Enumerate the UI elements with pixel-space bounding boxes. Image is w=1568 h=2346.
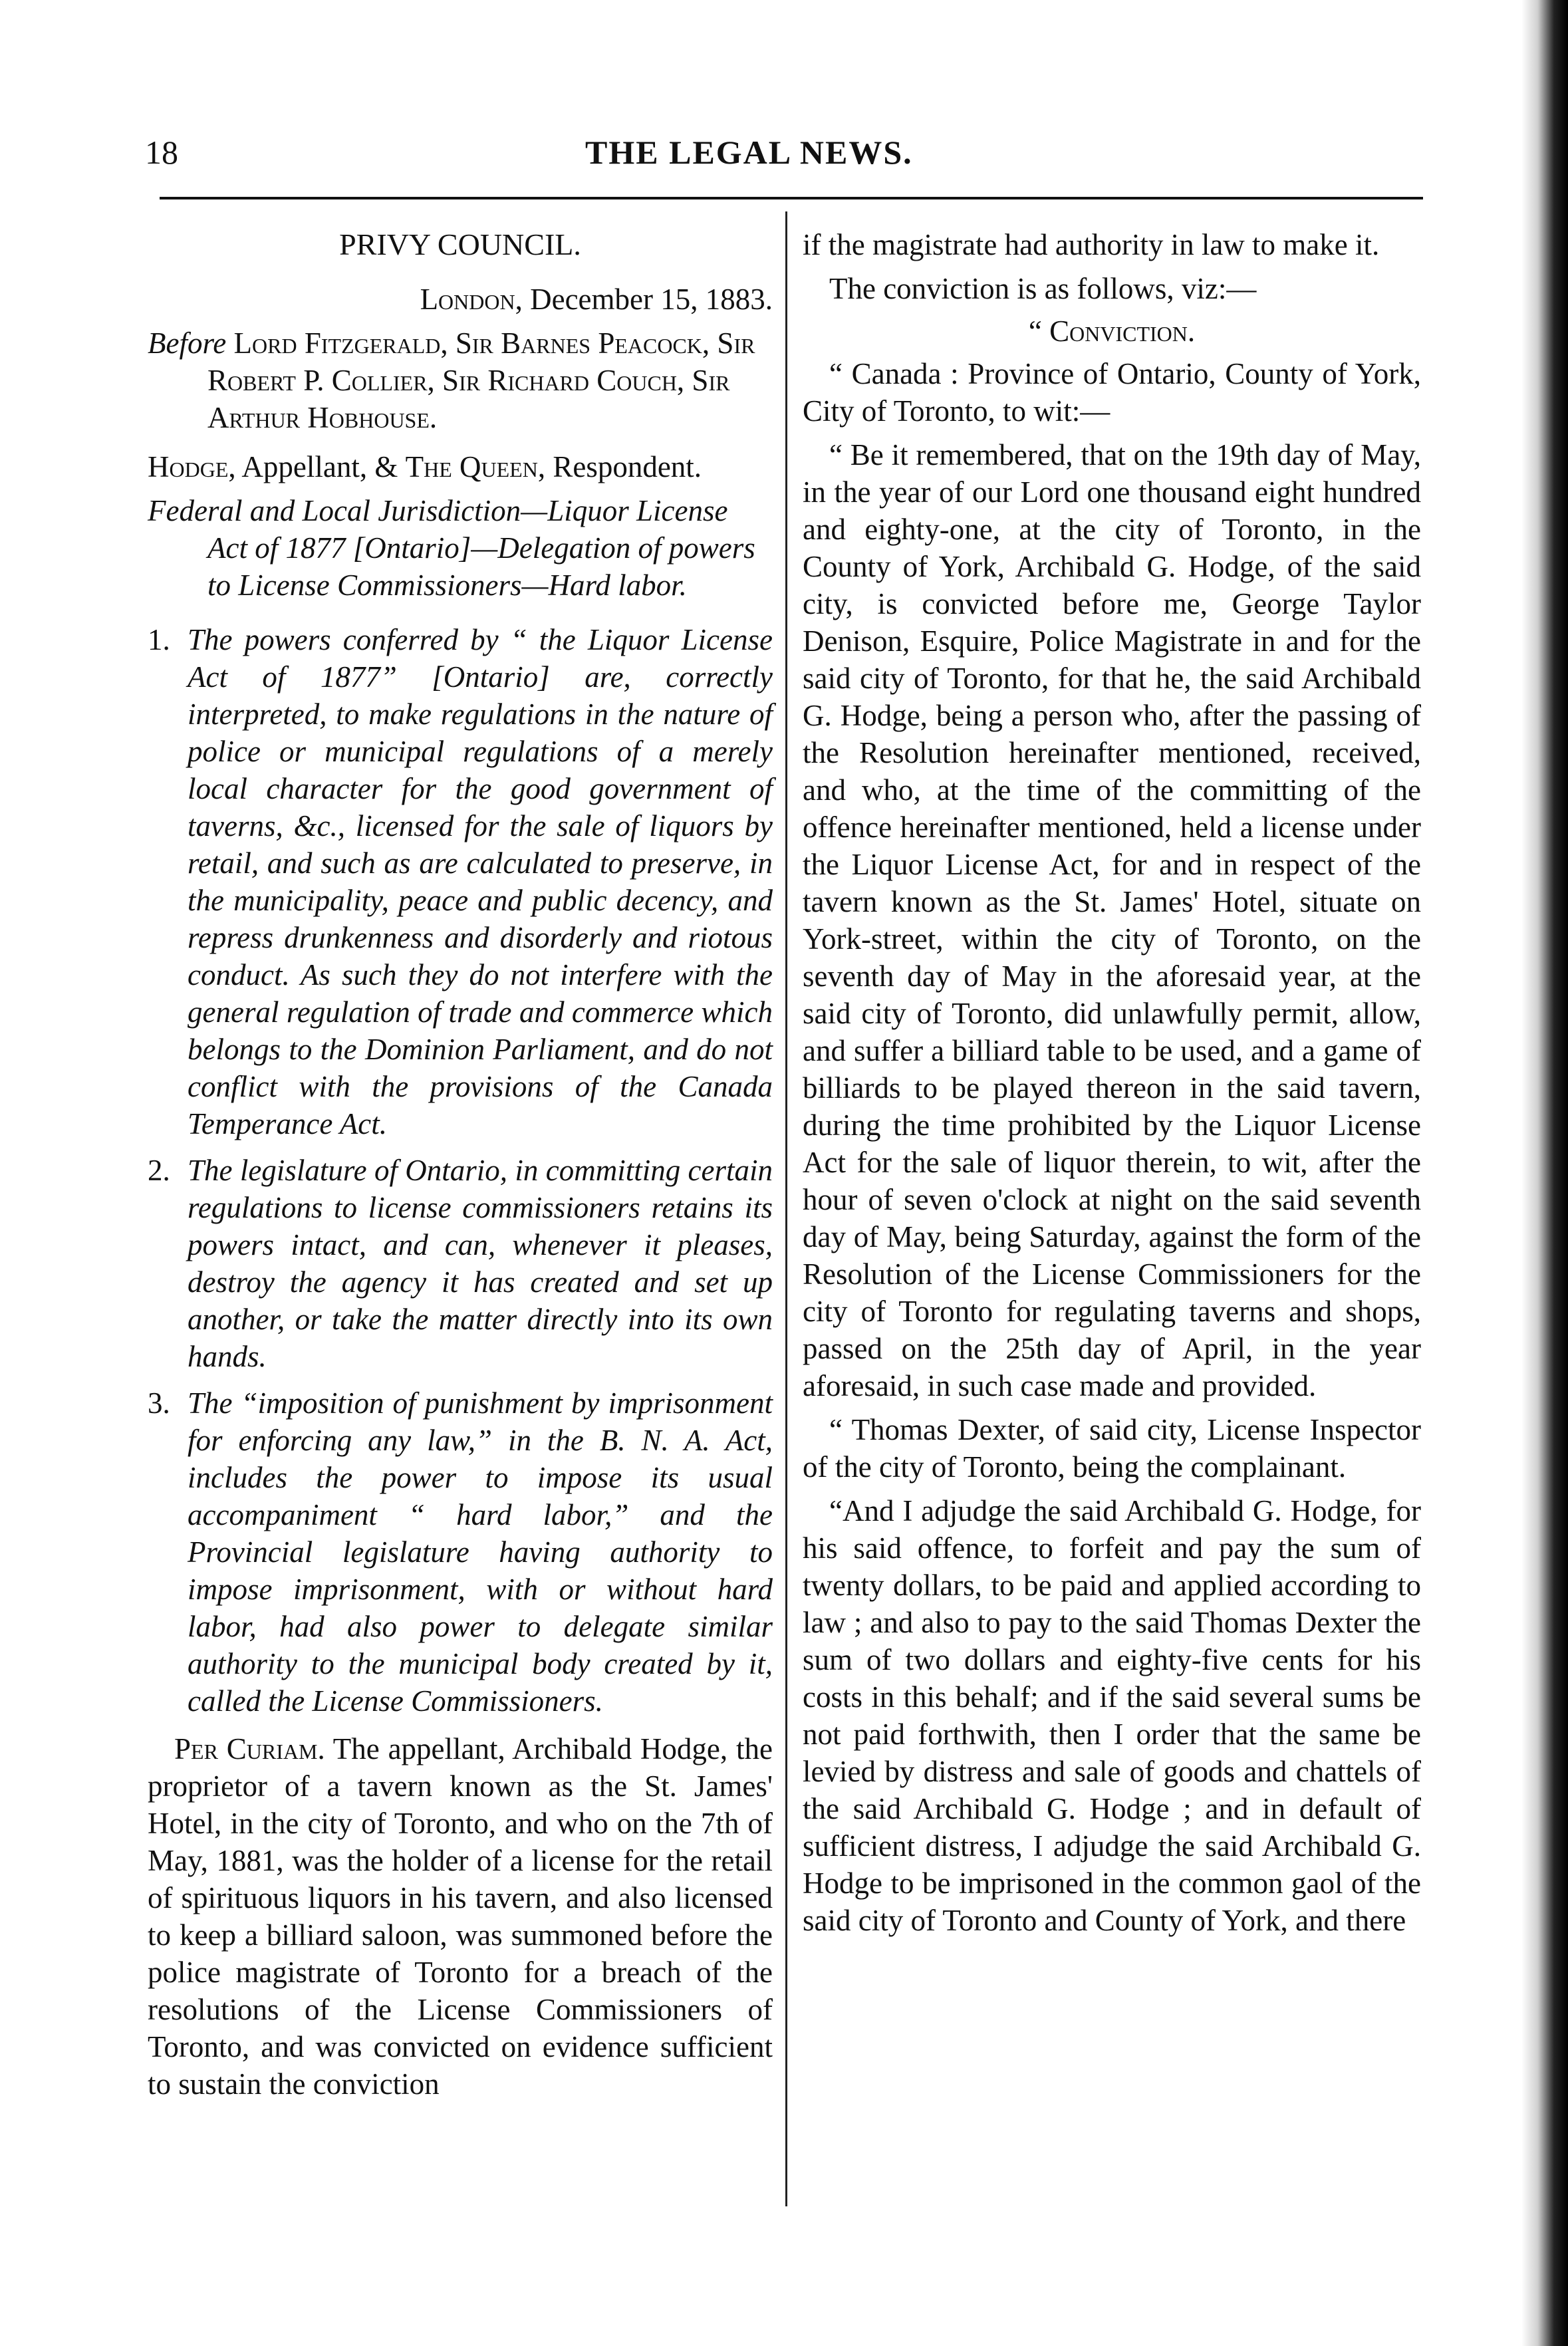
per-curiam-label: Per Curiam. [174,1732,325,1765]
proposition-item [148,621,773,1142]
conviction-intro: The conviction is as follows, viz:— [829,272,1257,305]
respondent-name: The Queen [405,450,538,483]
column-divider [785,211,787,2206]
proposition-text: The legislature of Ontario, in committing certain regulations to license commissioners retains its powers intact, and can, whenever it pleases, destroy the agency it has created and set up another, or take the matter directly into its own hands. [188,1154,773,1373]
page-number: 18 [145,134,178,171]
respondent-role: , Respondent. [537,450,702,483]
body-paragraph: “ Be it remembered, that on the 19th day of May, in the year of our Lord one thousand eight hundred and eighty-one, at the city of Toronto, in the County of York, Archibald G. Hodge, of the said city, is convicted before me, George Taylor Denison, Esquire, Police Magistrate in and for the said city of Toronto, for that he, the said Archibald G. Hodge, being a person who, after the passing of the Resolution hereinafter mentioned, received, and who, at the time of the committing of the offence hereinafter mentioned, held a license under the Liquor License Act, for and in respect of the tavern known as the St. James' Hotel, situate on York-street, within the city of Toronto, on the seventh day of May in the aforesaid year, at the said city of Toronto, did unlawfully permit, allow, and suffer a billiard table to be used, and a game of billiards to be played thereon in the said tavern, during the time prohibited by the Liquor License Act for the sale of liquor therein, to wit, after the hour of seven o'clock at night on the said seventh day of May, being Saturday, against the form of the Resolution of the License Commissioners for the city of Toronto for regulating taverns and shops, passed on the 25th day of April, in the year aforesaid, in such case made and provided. [803,438,1421,1402]
body-paragraph: “ Thomas Dexter, of said city, License Inspector of the city of Toronto, being the complainant. [803,1413,1421,1484]
propositions-list [148,621,773,1720]
parties [148,448,773,485]
appellant-role: , Appellant, & [228,450,406,483]
headnote: Federal and Local Jurisdiction—Liquor License Act of 1877 [Ontario]—Delegation of powers to License Commissioners—Hard labor. [148,494,755,602]
proposition-text: The powers conferred by “ the Liquor License Act of 1877” [Ontario] are, correctly interpreted, to make regulations in the nature of police or municipal regulations of a merely local character for the good government of taverns, &c., licensed for the sale of liquors by retail, and such as are calculated to preserve, in the municipality, peace and public decency, and repress drunkenness and disorderly and riotous conduct. As such they do not interfere with the general regulation of trade and commerce which belongs to the Dominion Parliament, and do not conflict with the provisions of the Canada Temperance Act. [188,623,773,1140]
appellant-name: Hodge [148,450,229,483]
dateline-city: London [420,283,515,316]
section-title: PRIVY COUNCIL. [339,227,581,261]
bench-list [148,325,773,436]
header-rule [160,197,1423,199]
per-curiam-paragraph [148,1730,773,2103]
before-label: Before [148,326,227,360]
body-paragraph: “And I adjudge the said Archibald G. Hodge, for his said offence, to forfeit and pay the sum of twenty dollars, to be paid and applied according to law ; and also to pay to the said Thomas Dexter the sum of two dollars and eighty-five cents for his costs in this behalf; and if the said several sums be not paid forthwith, then I order that the same be levied by distress and sale of goods and chattels of the said Archibald G. Hodge ; and in default of sufficient distress, I adjudge the said Archibald G. Hodge to be imprisoned in the common gaol of the said city of Toronto and County of York, and there [803,1494,1421,1937]
per-curiam-text: The appellant, Archibald Hodge, the proprietor of a tavern known as the St. James' Hotel, in the city of Toronto, and who on the 7th of May, 1881, was the holder of a license for the retail of spirituous liquors in his tavern, and also licensed to keep a billiard saloon, was summoned before the police magistrate of Toronto for a breach of the resolutions of the License Commissioners of Toronto, and was convicted on evidence sufficient to sustain the conviction [148,1732,773,2101]
proposition-text: The “imposition of punishment by imprisonment for enforcing any law,” in the B. N. A. Act, includes the power to impose its usual accompaniment “ hard labor,” and the Provincial legislature having authority to impose imprisonment, with or without hard labor, had also power to delegate similar authority to the municipal body created by it, called the License Commissioners. [188,1386,773,1718]
dateline-date: , December 15, 1883. [515,283,773,316]
binding-edge [1521,0,1568,2346]
conviction-heading: “ Conviction. [1028,315,1196,348]
left-column [148,226,773,2103]
body-paragraph: “ Canada : Province of Ontario, County of York, City of Toronto, to wit:— [803,357,1421,428]
proposition-number: 2. [148,1154,170,1187]
running-head: THE LEGAL NEWS. [585,134,913,171]
right-column [803,226,1421,1939]
judges: Lord Fitzgerald, Sir Barnes Peacock, Sir Robert P. Collier, Sir Richard Couch, Sir Arthur Hobhouse. [207,326,755,434]
dateline [148,281,773,318]
proposition-number: 3. [148,1386,170,1420]
proposition-item [148,1384,773,1720]
continuation-text: if the magistrate had authority in law to make it. [803,228,1380,261]
proposition-item [148,1152,773,1375]
proposition-number: 1. [148,623,170,656]
